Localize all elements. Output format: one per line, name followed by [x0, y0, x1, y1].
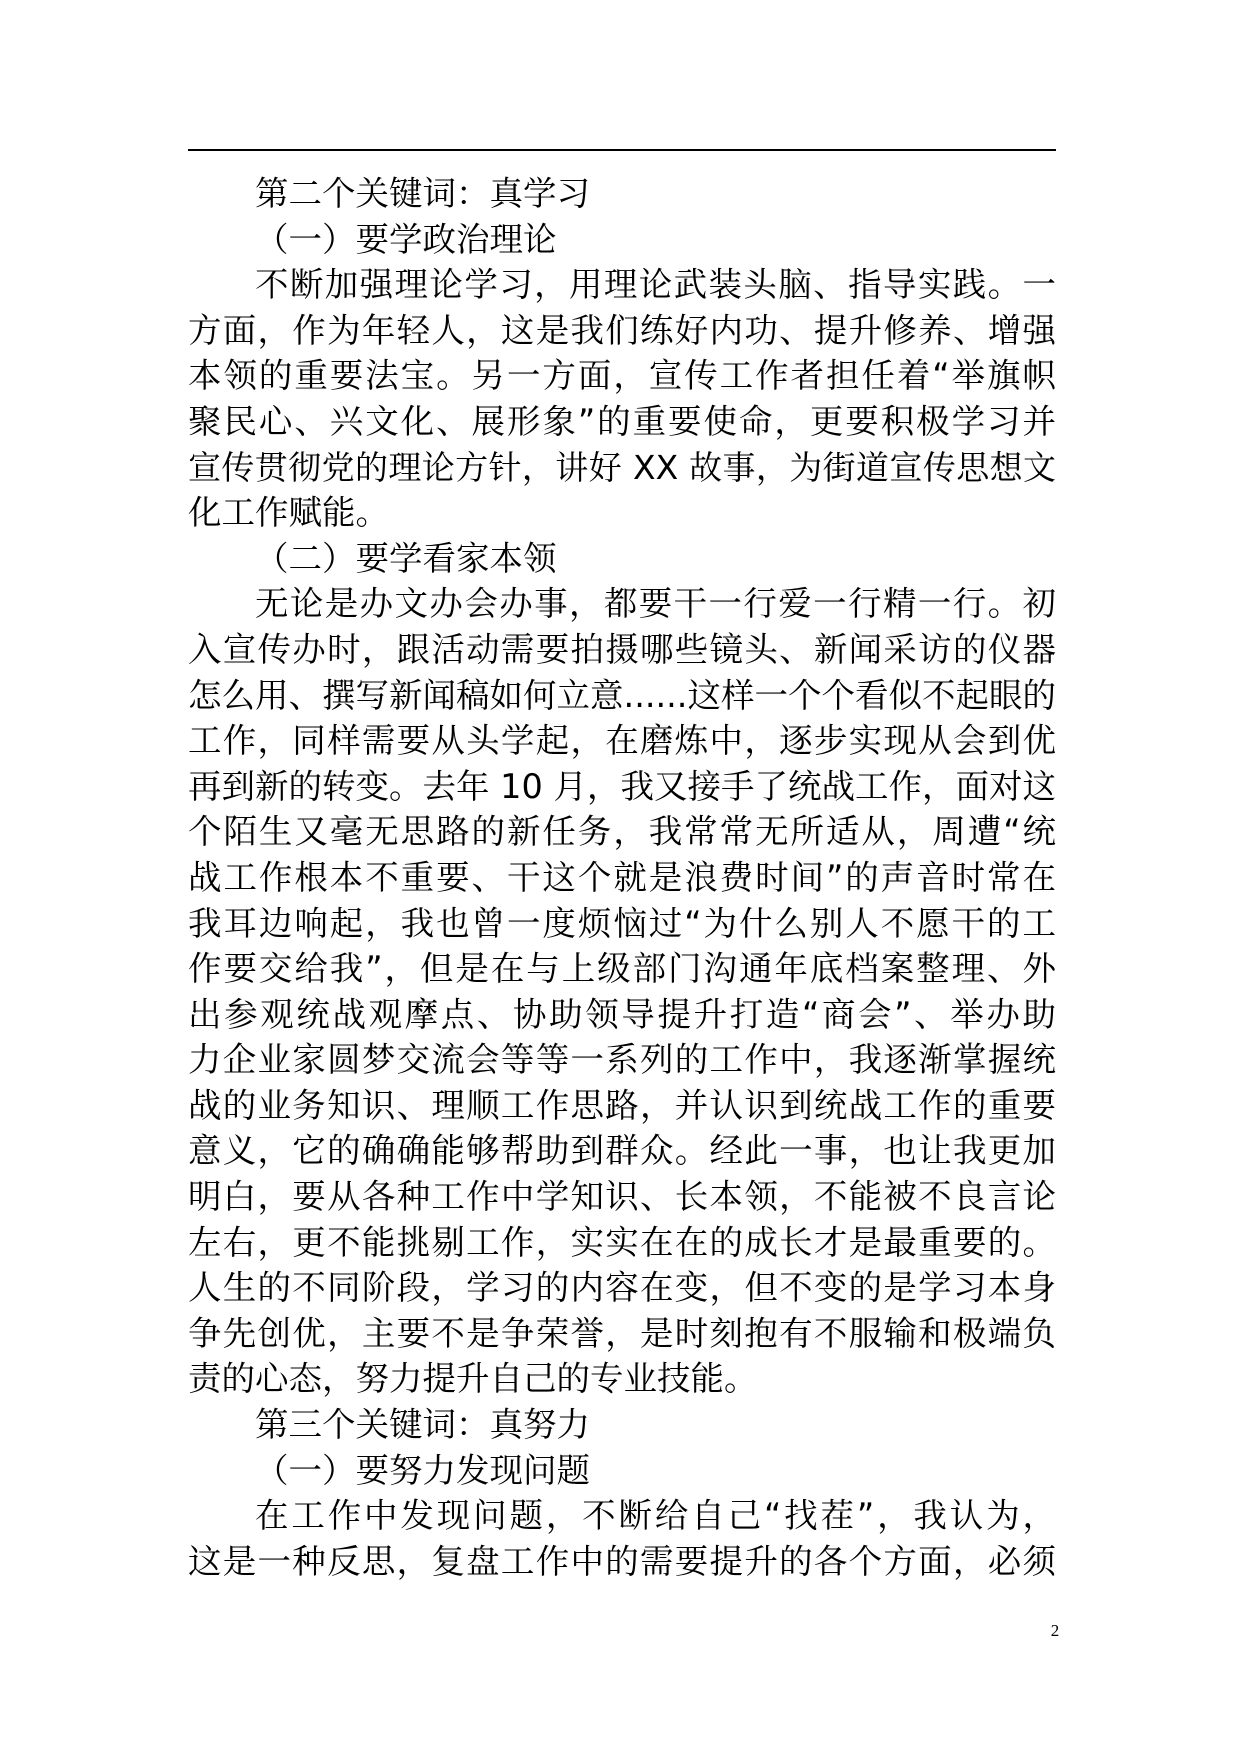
text-line: 工作，同样需要从头学起，在磨炼中，逐步实现从会到优 — [188, 721, 1056, 761]
text-line: 战工作根本不重要、干这个就是浪费时间”的声音时常在 — [188, 857, 1056, 897]
text-line: 无论是办文办会办事，都要干一行爱一行精一行。初 — [255, 584, 1056, 624]
text-line: 意义，它的确确能够帮助到群众。经此一事，也让我更加 — [188, 1131, 1056, 1171]
text-line: （一）要努力发现问题 — [255, 1450, 590, 1490]
text-line: 责的心态，努力提升自己的专业技能。 — [188, 1359, 758, 1399]
text-line: 人生的不同阶段，学习的内容在变，但不变的是学习本身 — [188, 1268, 1056, 1308]
text-line: （一）要学政治理论 — [255, 219, 557, 259]
page-number: 2 — [1050, 1621, 1060, 1640]
text-line: 明白，要从各种工作中学知识、长本领，不能被不良言论 — [188, 1177, 1056, 1217]
text-line: 在工作中发现问题，不断给自己“找茬”，我认为， — [255, 1496, 1056, 1536]
text-line: 本领的重要法宝。另一方面，宣传工作者担任着“举旗帜 — [188, 356, 1056, 396]
text-line: 战的业务知识、理顺工作思路，并认识到统战工作的重要 — [188, 1085, 1056, 1125]
text-line: 出参观统战观摩点、协助领导提升打造“商会”、举办助 — [188, 994, 1056, 1034]
text-line: 再到新的转变。去年 10 月，我又接手了统战工作，面对这 — [188, 766, 1056, 806]
text-line: 宣传贯彻党的理论方针，讲好 XX 故事，为街道宣传思想文 — [188, 447, 1056, 487]
text-line: （二）要学看家本领 — [255, 538, 557, 578]
text-line: 左右，更不能挑剔工作，实实在在的成长才是最重要的。 — [188, 1222, 1056, 1262]
text-line: 争先创优，主要不是争荣誉，是时刻抱有不服输和极端负 — [188, 1313, 1056, 1353]
text-line: 不断加强理论学习，用理论武装头脑、指导实践。一 — [255, 265, 1056, 305]
text-line: 个陌生又毫无思路的新任务，我常常无所适从，周遭“统 — [188, 812, 1056, 852]
text-line: 怎么用、撰写新闻稿如何立意......这样一个个看似不起眼的 — [188, 675, 1056, 715]
header-rule — [188, 149, 1056, 151]
text-line: 化工作赋能。 — [188, 493, 389, 533]
text-line: 方面，作为年轻人，这是我们练好内功、提升修养、增强 — [188, 310, 1056, 350]
text-line: 我耳边响起，我也曾一度烦恼过“为什么别人不愿干的工 — [188, 903, 1056, 943]
text-line: 这是一种反思，复盘工作中的需要提升的各个方面，必须 — [188, 1541, 1056, 1581]
body-text — [188, 171, 1056, 1584]
text-line: 入宣传办时，跟活动需要拍摄哪些镜头、新闻采访的仪器 — [188, 629, 1056, 669]
text-line: 力企业家圆梦交流会等等一系列的工作中，我逐渐掌握统 — [188, 1040, 1056, 1080]
text-line: 聚民心、兴文化、展形象”的重要使命，更要积极学习并 — [188, 401, 1056, 441]
text-line: 作要交给我”，但是在与上级部门沟通年底档案整理、外 — [188, 949, 1056, 989]
text-line: 第二个关键词：真学习 — [255, 174, 590, 213]
text-line: 第三个关键词：真努力 — [255, 1405, 590, 1445]
